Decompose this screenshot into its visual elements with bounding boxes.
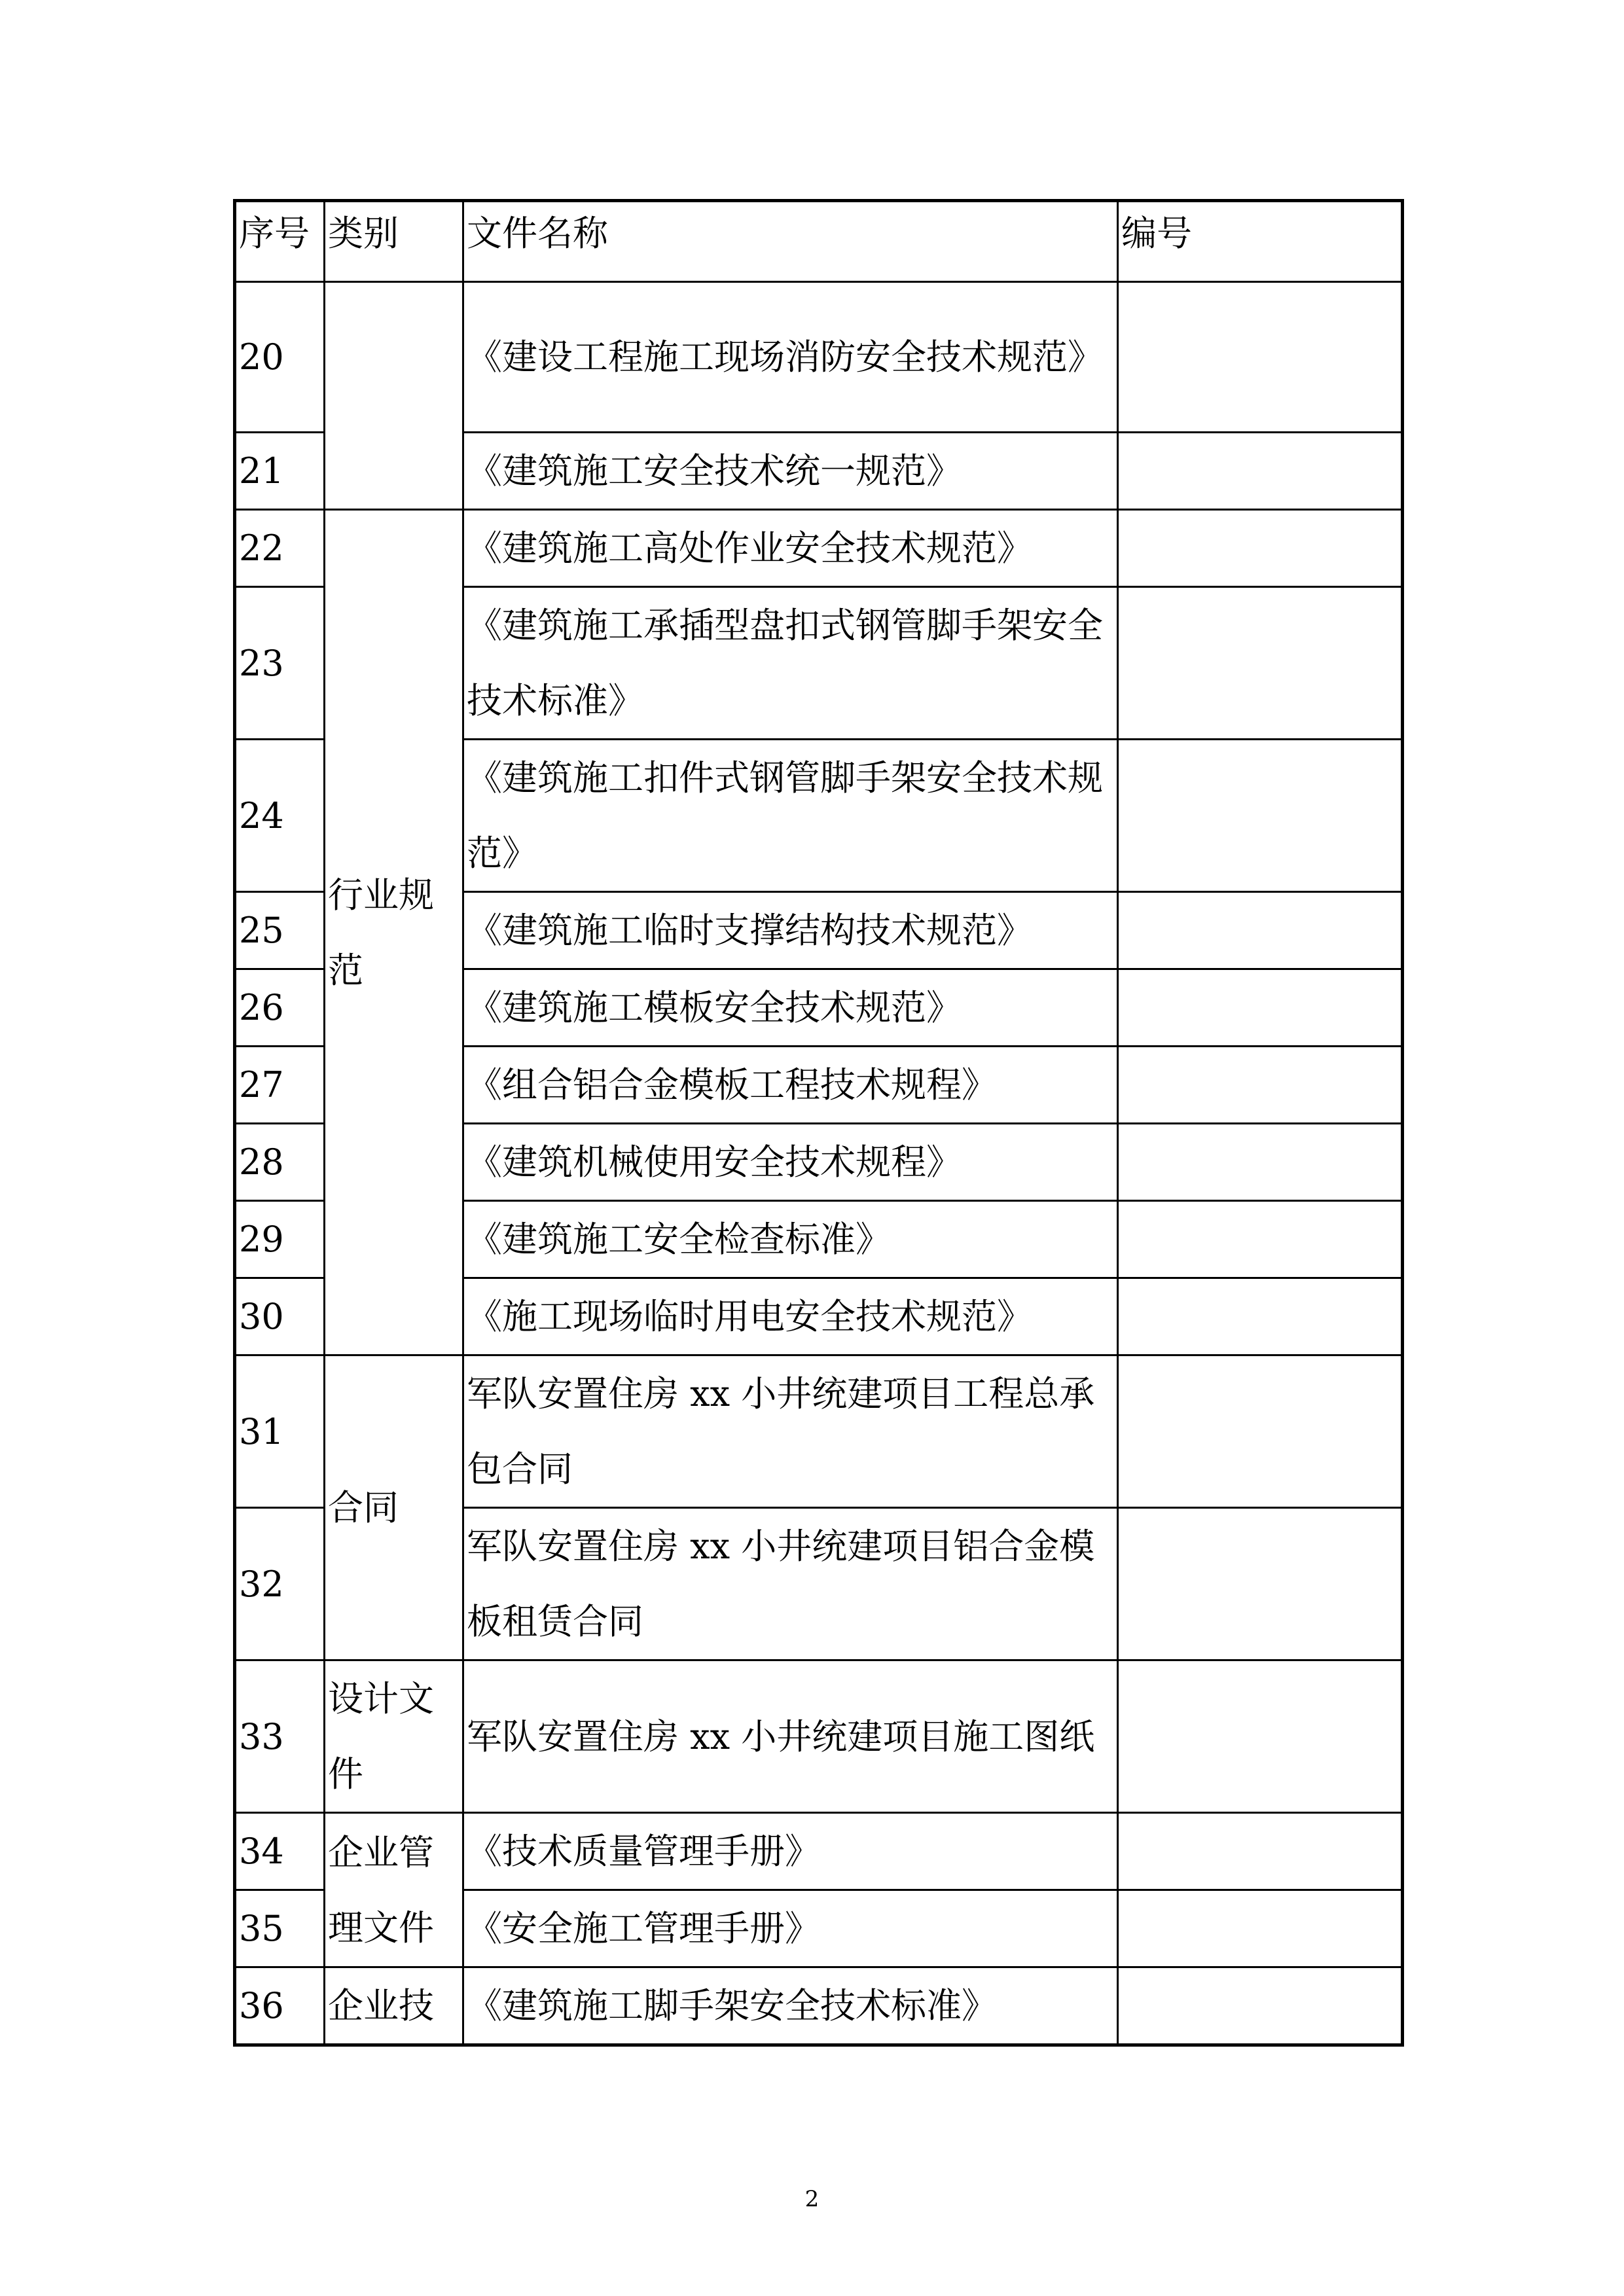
row-name: 军队安置住房 xx 小井统建项目铝合金模板租赁合同 xyxy=(463,1508,1118,1660)
row-code xyxy=(1118,1124,1403,1201)
header-category: 类别 xyxy=(325,201,463,282)
row-seq: 33 xyxy=(235,1660,325,1813)
row-code xyxy=(1118,1508,1403,1660)
table-row xyxy=(235,1660,1403,1813)
row-seq: 26 xyxy=(235,969,325,1047)
row-seq: 32 xyxy=(235,1508,325,1660)
row-seq: 30 xyxy=(235,1278,325,1355)
row-code xyxy=(1118,1813,1403,1890)
row-seq: 21 xyxy=(235,433,325,510)
row-category: 企业管理文件 xyxy=(325,1813,463,1967)
row-seq: 36 xyxy=(235,1967,325,2045)
row-name: 军队安置住房 xx 小井统建项目工程总承包合同 xyxy=(463,1355,1118,1508)
row-name: 《建筑机械使用安全技术规程》 xyxy=(463,1124,1118,1201)
row-category: 合同 xyxy=(325,1355,463,1660)
row-seq: 34 xyxy=(235,1813,325,1890)
row-code xyxy=(1118,1967,1403,2045)
row-seq: 23 xyxy=(235,587,325,740)
row-code xyxy=(1118,587,1403,740)
row-code xyxy=(1118,1355,1403,1508)
row-code xyxy=(1118,1890,1403,1967)
header-seq: 序号 xyxy=(235,201,325,282)
row-category: 设计文件 xyxy=(325,1660,463,1813)
row-name: 《建筑施工高处作业安全技术规范》 xyxy=(463,510,1118,587)
row-seq: 27 xyxy=(235,1047,325,1124)
table-row xyxy=(235,1355,1403,1508)
row-code xyxy=(1118,510,1403,587)
row-code xyxy=(1118,1660,1403,1813)
row-code xyxy=(1118,282,1403,433)
table-row xyxy=(235,1967,1403,2045)
row-code xyxy=(1118,969,1403,1047)
table-header-row xyxy=(235,201,1403,282)
row-seq: 24 xyxy=(235,740,325,892)
row-name: 《建筑施工模板安全技术规范》 xyxy=(463,969,1118,1047)
row-seq: 25 xyxy=(235,892,325,969)
row-name: 《施工现场临时用电安全技术规范》 xyxy=(463,1278,1118,1355)
row-category: 行业规范 xyxy=(325,510,463,1355)
row-name: 《安全施工管理手册》 xyxy=(463,1890,1118,1967)
row-category xyxy=(325,282,463,510)
row-seq: 29 xyxy=(235,1201,325,1278)
row-name: 《建筑施工临时支撑结构技术规范》 xyxy=(463,892,1118,969)
document-list-table xyxy=(233,199,1404,2047)
row-name: 军队安置住房 xx 小井统建项目施工图纸 xyxy=(463,1660,1118,1813)
row-name: 《建筑施工脚手架安全技术标准》 xyxy=(463,1967,1118,2045)
header-code: 编号 xyxy=(1118,201,1403,282)
row-seq: 28 xyxy=(235,1124,325,1201)
row-seq: 20 xyxy=(235,282,325,433)
row-code xyxy=(1118,1278,1403,1355)
table-row xyxy=(235,1813,1403,1890)
page-number: 2 xyxy=(804,2186,820,2212)
row-name: 《组合铝合金模板工程技术规程》 xyxy=(463,1047,1118,1124)
row-name: 《建筑施工扣件式钢管脚手架安全技术规范》 xyxy=(463,740,1118,892)
row-seq: 35 xyxy=(235,1890,325,1967)
row-name: 《建筑施工安全检查标准》 xyxy=(463,1201,1118,1278)
row-code xyxy=(1118,1201,1403,1278)
header-name: 文件名称 xyxy=(463,201,1118,282)
table-row xyxy=(235,282,1403,433)
row-seq: 22 xyxy=(235,510,325,587)
row-code xyxy=(1118,740,1403,892)
row-name: 《技术质量管理手册》 xyxy=(463,1813,1118,1890)
row-name: 《建筑施工承插型盘扣式钢管脚手架安全技术标准》 xyxy=(463,587,1118,740)
row-code xyxy=(1118,892,1403,969)
table-row xyxy=(235,510,1403,587)
row-name: 《建筑施工安全技术统一规范》 xyxy=(463,433,1118,510)
row-seq: 31 xyxy=(235,1355,325,1508)
row-name: 《建设工程施工现场消防安全技术规范》 xyxy=(463,282,1118,433)
row-code xyxy=(1118,433,1403,510)
row-code xyxy=(1118,1047,1403,1124)
row-category: 企业技 xyxy=(325,1967,463,2045)
